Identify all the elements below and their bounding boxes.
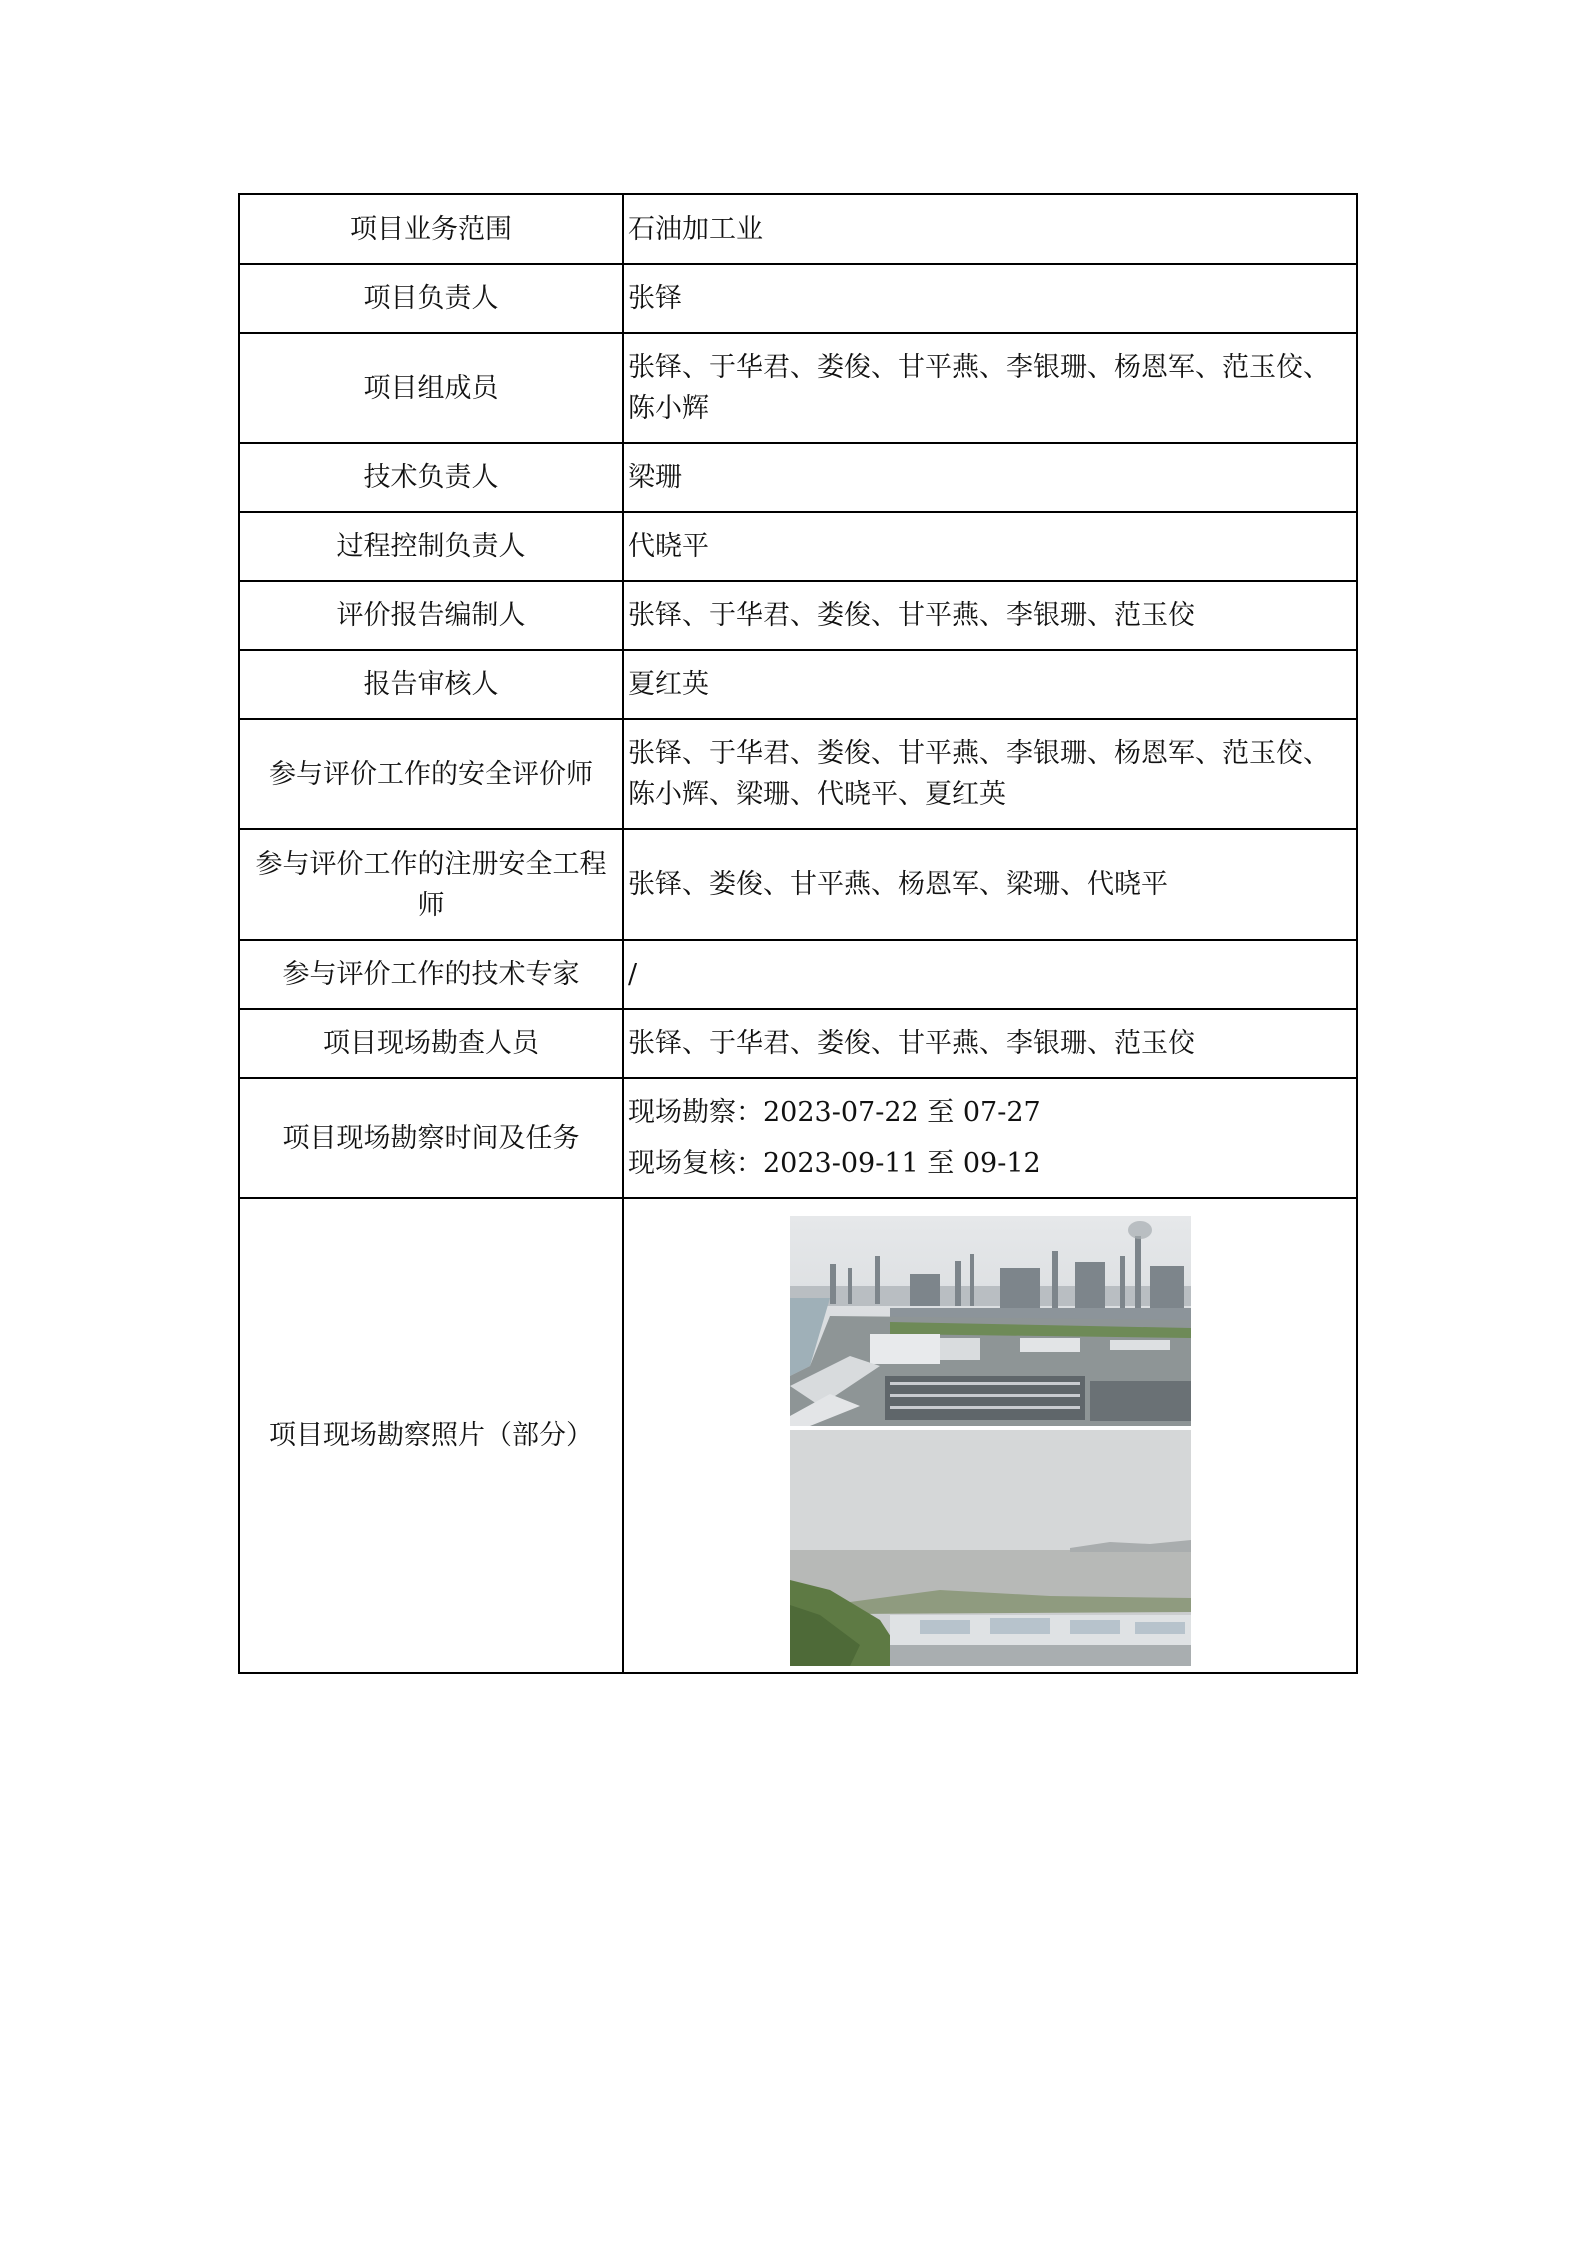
row-label: 项目负责人 xyxy=(239,264,623,333)
row-value: 张铎 xyxy=(623,264,1357,333)
survey-dates: 现场勘察：2023-07-22 至 07-27 xyxy=(628,1097,1041,1128)
photos-label: 项目现场勘察照片（部分） xyxy=(239,1198,623,1673)
row-label: 参与评价工作的注册安全工程师 xyxy=(239,829,623,940)
schedule-label: 项目现场勘察时间及任务 xyxy=(239,1078,623,1198)
table-row xyxy=(239,650,1357,719)
table-row xyxy=(239,940,1357,1009)
row-value: 张铎、于华君、娄俊、甘平燕、李银珊、范玉佼 xyxy=(623,1009,1357,1078)
row-value: 张铎、于华君、娄俊、甘平燕、李银珊、杨恩军、范玉佼、陈小辉 xyxy=(623,333,1357,443)
table-row xyxy=(239,333,1357,443)
row-label: 参与评价工作的技术专家 xyxy=(239,940,623,1009)
row-label: 项目现场勘查人员 xyxy=(239,1009,623,1078)
row-label: 评价报告编制人 xyxy=(239,581,623,650)
row-value: 石油加工业 xyxy=(623,194,1357,264)
schedule-row xyxy=(239,1078,1357,1198)
row-value: 张铎、娄俊、甘平燕、杨恩军、梁珊、代晓平 xyxy=(623,829,1357,940)
row-value: 代晓平 xyxy=(623,512,1357,581)
row-value: / xyxy=(623,940,1357,1009)
photos-row xyxy=(239,1198,1357,1673)
table-row xyxy=(239,443,1357,512)
row-label: 报告审核人 xyxy=(239,650,623,719)
row-label: 项目组成员 xyxy=(239,333,623,443)
site-photo-refinery xyxy=(790,1216,1191,1426)
table-row xyxy=(239,1009,1357,1078)
photos-cell xyxy=(623,1198,1357,1673)
row-label: 参与评价工作的安全评价师 xyxy=(239,719,623,829)
row-value: 梁珊 xyxy=(623,443,1357,512)
info-table xyxy=(238,193,1358,1674)
row-label: 项目业务范围 xyxy=(239,194,623,264)
site-photo-coastline xyxy=(790,1430,1191,1666)
row-label: 技术负责人 xyxy=(239,443,623,512)
row-label: 过程控制负责人 xyxy=(239,512,623,581)
table-row xyxy=(239,512,1357,581)
table-row xyxy=(239,581,1357,650)
table-row xyxy=(239,264,1357,333)
row-value: 张铎、于华君、娄俊、甘平燕、李银珊、范玉佼 xyxy=(623,581,1357,650)
table-row xyxy=(239,194,1357,264)
schedule-value xyxy=(623,1078,1357,1198)
row-value: 张铎、于华君、娄俊、甘平燕、李银珊、杨恩军、范玉佼、陈小辉、梁珊、代晓平、夏红英 xyxy=(623,719,1357,829)
review-dates: 现场复核：2023-09-11 至 09-12 xyxy=(628,1148,1041,1179)
row-value: 夏红英 xyxy=(623,650,1357,719)
table-row xyxy=(239,719,1357,829)
table-row xyxy=(239,829,1357,940)
